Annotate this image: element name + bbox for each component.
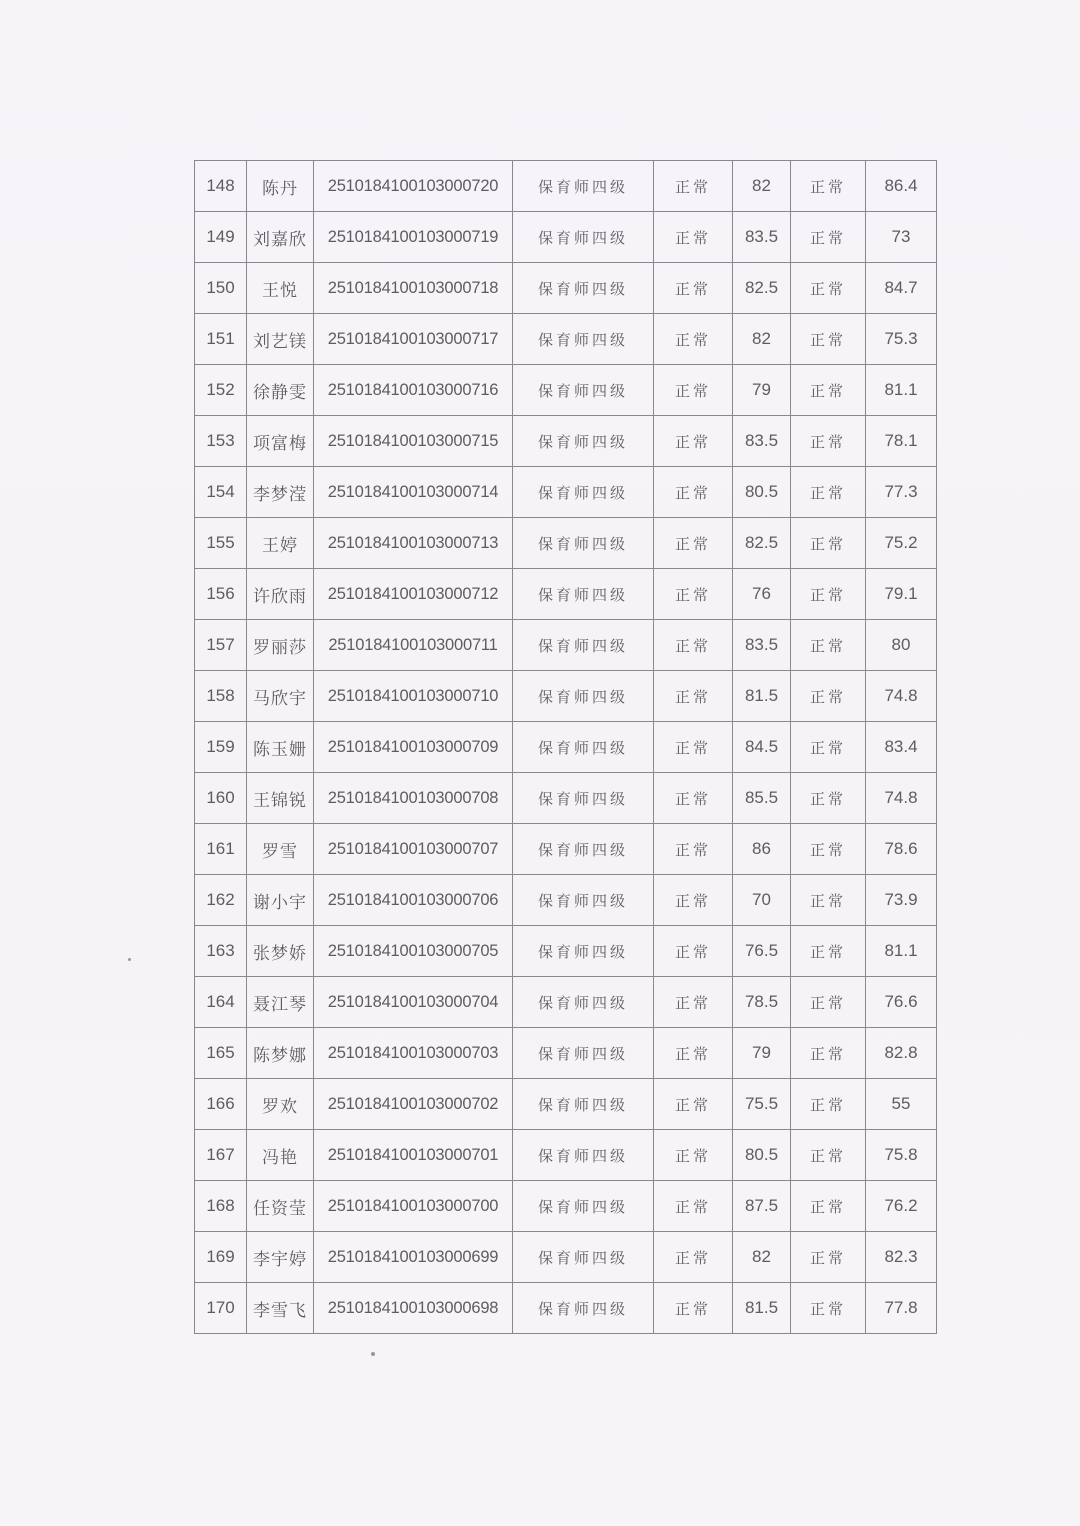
occupation-level-cell: 保育师四级	[513, 1283, 654, 1334]
skill-status-cell: 正常	[791, 1283, 866, 1334]
theory-status-cell: 正常	[654, 1283, 733, 1334]
row-number-cell: 167	[195, 1130, 247, 1181]
candidate-name-cell: 项富梅	[247, 416, 314, 467]
table-row	[195, 773, 937, 824]
theory-status-cell: 正常	[654, 773, 733, 824]
theory-status-cell: 正常	[654, 824, 733, 875]
candidate-name-cell: 刘嘉欣	[247, 212, 314, 263]
certificate-number-cell: 2510184100103000700	[314, 1181, 513, 1232]
theory-status-cell: 正常	[654, 365, 733, 416]
skill-score-cell: 83.4	[866, 722, 937, 773]
row-number-cell: 155	[195, 518, 247, 569]
skill-status-cell: 正常	[791, 1130, 866, 1181]
occupation-level-cell: 保育师四级	[513, 365, 654, 416]
skill-score-cell: 80	[866, 620, 937, 671]
theory-status-cell: 正常	[654, 926, 733, 977]
occupation-level-cell: 保育师四级	[513, 161, 654, 212]
occupation-level-cell: 保育师四级	[513, 926, 654, 977]
candidate-name-cell: 李雪飞	[247, 1283, 314, 1334]
skill-score-cell: 79.1	[866, 569, 937, 620]
table-row	[195, 467, 937, 518]
row-number-cell: 152	[195, 365, 247, 416]
occupation-level-cell: 保育师四级	[513, 1181, 654, 1232]
skill-score-cell: 74.8	[866, 671, 937, 722]
candidate-name-cell: 徐静雯	[247, 365, 314, 416]
skill-status-cell: 正常	[791, 365, 866, 416]
certificate-number-cell: 2510184100103000717	[314, 314, 513, 365]
row-number-cell: 154	[195, 467, 247, 518]
occupation-level-cell: 保育师四级	[513, 1130, 654, 1181]
theory-score-cell: 76.5	[733, 926, 791, 977]
theory-score-cell: 70	[733, 875, 791, 926]
certificate-number-cell: 2510184100103000709	[314, 722, 513, 773]
skill-score-cell: 82.8	[866, 1028, 937, 1079]
results-table	[194, 160, 937, 1334]
skill-score-cell: 75.3	[866, 314, 937, 365]
row-number-cell: 158	[195, 671, 247, 722]
certificate-number-cell: 2510184100103000719	[314, 212, 513, 263]
row-number-cell: 170	[195, 1283, 247, 1334]
candidate-name-cell: 马欣宇	[247, 671, 314, 722]
theory-status-cell: 正常	[654, 1232, 733, 1283]
occupation-level-cell: 保育师四级	[513, 518, 654, 569]
row-number-cell: 160	[195, 773, 247, 824]
theory-status-cell: 正常	[654, 671, 733, 722]
row-number-cell: 153	[195, 416, 247, 467]
table-row	[195, 161, 937, 212]
candidate-name-cell: 王婷	[247, 518, 314, 569]
skill-score-cell: 73.9	[866, 875, 937, 926]
row-number-cell: 165	[195, 1028, 247, 1079]
skill-status-cell: 正常	[791, 875, 866, 926]
candidate-name-cell: 聂江琴	[247, 977, 314, 1028]
occupation-level-cell: 保育师四级	[513, 722, 654, 773]
certificate-number-cell: 2510184100103000718	[314, 263, 513, 314]
skill-status-cell: 正常	[791, 314, 866, 365]
candidate-name-cell: 王锦锐	[247, 773, 314, 824]
occupation-level-cell: 保育师四级	[513, 467, 654, 518]
skill-score-cell: 76.6	[866, 977, 937, 1028]
row-number-cell: 163	[195, 926, 247, 977]
candidate-name-cell: 任资莹	[247, 1181, 314, 1232]
theory-status-cell: 正常	[654, 1181, 733, 1232]
table-row	[195, 824, 937, 875]
theory-score-cell: 80.5	[733, 467, 791, 518]
theory-status-cell: 正常	[654, 1079, 733, 1130]
occupation-level-cell: 保育师四级	[513, 824, 654, 875]
theory-status-cell: 正常	[654, 620, 733, 671]
candidate-name-cell: 罗欢	[247, 1079, 314, 1130]
skill-status-cell: 正常	[791, 977, 866, 1028]
row-number-cell: 151	[195, 314, 247, 365]
skill-status-cell: 正常	[791, 926, 866, 977]
row-number-cell: 168	[195, 1181, 247, 1232]
candidate-name-cell: 张梦娇	[247, 926, 314, 977]
occupation-level-cell: 保育师四级	[513, 263, 654, 314]
skill-status-cell: 正常	[791, 569, 866, 620]
skill-status-cell: 正常	[791, 722, 866, 773]
skill-status-cell: 正常	[791, 1181, 866, 1232]
occupation-level-cell: 保育师四级	[513, 671, 654, 722]
occupation-level-cell: 保育师四级	[513, 1079, 654, 1130]
candidate-name-cell: 刘艺镁	[247, 314, 314, 365]
theory-score-cell: 78.5	[733, 977, 791, 1028]
table-row	[195, 365, 937, 416]
theory-score-cell: 84.5	[733, 722, 791, 773]
theory-status-cell: 正常	[654, 161, 733, 212]
theory-score-cell: 79	[733, 365, 791, 416]
occupation-level-cell: 保育师四级	[513, 875, 654, 926]
candidate-name-cell: 谢小宇	[247, 875, 314, 926]
table-row	[195, 263, 937, 314]
skill-score-cell: 55	[866, 1079, 937, 1130]
occupation-level-cell: 保育师四级	[513, 1028, 654, 1079]
theory-score-cell: 86	[733, 824, 791, 875]
certificate-number-cell: 2510184100103000713	[314, 518, 513, 569]
certificate-number-cell: 2510184100103000702	[314, 1079, 513, 1130]
skill-status-cell: 正常	[791, 620, 866, 671]
occupation-level-cell: 保育师四级	[513, 569, 654, 620]
theory-status-cell: 正常	[654, 569, 733, 620]
row-number-cell: 164	[195, 977, 247, 1028]
candidate-name-cell: 罗雪	[247, 824, 314, 875]
row-number-cell: 166	[195, 1079, 247, 1130]
skill-status-cell: 正常	[791, 824, 866, 875]
certificate-number-cell: 2510184100103000705	[314, 926, 513, 977]
skill-status-cell: 正常	[791, 467, 866, 518]
skill-status-cell: 正常	[791, 1028, 866, 1079]
skill-score-cell: 77.3	[866, 467, 937, 518]
theory-score-cell: 85.5	[733, 773, 791, 824]
theory-score-cell: 82	[733, 1232, 791, 1283]
table-row	[195, 977, 937, 1028]
certificate-number-cell: 2510184100103000707	[314, 824, 513, 875]
row-number-cell: 156	[195, 569, 247, 620]
candidate-name-cell: 陈玉姗	[247, 722, 314, 773]
row-number-cell: 148	[195, 161, 247, 212]
certificate-number-cell: 2510184100103000706	[314, 875, 513, 926]
certificate-number-cell: 2510184100103000720	[314, 161, 513, 212]
skill-status-cell: 正常	[791, 212, 866, 263]
theory-score-cell: 82	[733, 314, 791, 365]
skill-score-cell: 75.8	[866, 1130, 937, 1181]
skill-status-cell: 正常	[791, 416, 866, 467]
row-number-cell: 169	[195, 1232, 247, 1283]
candidate-name-cell: 李梦滢	[247, 467, 314, 518]
candidate-name-cell: 王悦	[247, 263, 314, 314]
table-row	[195, 722, 937, 773]
occupation-level-cell: 保育师四级	[513, 1232, 654, 1283]
theory-score-cell: 81.5	[733, 1283, 791, 1334]
theory-score-cell: 76	[733, 569, 791, 620]
certificate-number-cell: 2510184100103000716	[314, 365, 513, 416]
table-row	[195, 518, 937, 569]
table-row	[195, 620, 937, 671]
skill-score-cell: 78.1	[866, 416, 937, 467]
row-number-cell: 159	[195, 722, 247, 773]
candidate-name-cell: 陈丹	[247, 161, 314, 212]
skill-score-cell: 74.8	[866, 773, 937, 824]
table-row	[195, 875, 937, 926]
certificate-number-cell: 2510184100103000703	[314, 1028, 513, 1079]
row-number-cell: 162	[195, 875, 247, 926]
table-row	[195, 1028, 937, 1079]
theory-score-cell: 75.5	[733, 1079, 791, 1130]
candidate-name-cell: 冯艳	[247, 1130, 314, 1181]
table-row	[195, 1232, 937, 1283]
skill-score-cell: 75.2	[866, 518, 937, 569]
theory-score-cell: 79	[733, 1028, 791, 1079]
theory-status-cell: 正常	[654, 314, 733, 365]
skill-status-cell: 正常	[791, 1232, 866, 1283]
theory-status-cell: 正常	[654, 1130, 733, 1181]
candidate-name-cell: 李宇婷	[247, 1232, 314, 1283]
theory-score-cell: 87.5	[733, 1181, 791, 1232]
theory-score-cell: 80.5	[733, 1130, 791, 1181]
skill-score-cell: 77.8	[866, 1283, 937, 1334]
row-number-cell: 157	[195, 620, 247, 671]
skill-score-cell: 82.3	[866, 1232, 937, 1283]
theory-status-cell: 正常	[654, 875, 733, 926]
table-row	[195, 416, 937, 467]
skill-score-cell: 78.6	[866, 824, 937, 875]
skill-score-cell: 84.7	[866, 263, 937, 314]
theory-status-cell: 正常	[654, 722, 733, 773]
theory-score-cell: 81.5	[733, 671, 791, 722]
theory-status-cell: 正常	[654, 1028, 733, 1079]
skill-status-cell: 正常	[791, 1079, 866, 1130]
theory-status-cell: 正常	[654, 212, 733, 263]
theory-score-cell: 82	[733, 161, 791, 212]
candidate-name-cell: 陈梦娜	[247, 1028, 314, 1079]
occupation-level-cell: 保育师四级	[513, 620, 654, 671]
row-number-cell: 150	[195, 263, 247, 314]
theory-status-cell: 正常	[654, 467, 733, 518]
table-row	[195, 569, 937, 620]
certificate-number-cell: 2510184100103000708	[314, 773, 513, 824]
theory-status-cell: 正常	[654, 263, 733, 314]
occupation-level-cell: 保育师四级	[513, 212, 654, 263]
theory-status-cell: 正常	[654, 416, 733, 467]
certificate-number-cell: 2510184100103000698	[314, 1283, 513, 1334]
skill-score-cell: 76.2	[866, 1181, 937, 1232]
certificate-number-cell: 2510184100103000710	[314, 671, 513, 722]
row-number-cell: 149	[195, 212, 247, 263]
skill-score-cell: 86.4	[866, 161, 937, 212]
theory-score-cell: 82.5	[733, 263, 791, 314]
candidate-name-cell: 许欣雨	[247, 569, 314, 620]
table-row	[195, 926, 937, 977]
skill-status-cell: 正常	[791, 773, 866, 824]
certificate-number-cell: 2510184100103000715	[314, 416, 513, 467]
theory-status-cell: 正常	[654, 518, 733, 569]
occupation-level-cell: 保育师四级	[513, 977, 654, 1028]
certificate-number-cell: 2510184100103000712	[314, 569, 513, 620]
skill-score-cell: 81.1	[866, 365, 937, 416]
certificate-number-cell: 2510184100103000699	[314, 1232, 513, 1283]
theory-score-cell: 82.5	[733, 518, 791, 569]
candidate-name-cell: 罗丽莎	[247, 620, 314, 671]
table-row	[195, 1079, 937, 1130]
occupation-level-cell: 保育师四级	[513, 314, 654, 365]
table-row	[195, 1283, 937, 1334]
theory-status-cell: 正常	[654, 977, 733, 1028]
skill-status-cell: 正常	[791, 161, 866, 212]
row-number-cell: 161	[195, 824, 247, 875]
skill-status-cell: 正常	[791, 263, 866, 314]
table-row	[195, 212, 937, 263]
skill-score-cell: 73	[866, 212, 937, 263]
table-row	[195, 314, 937, 365]
theory-score-cell: 83.5	[733, 212, 791, 263]
certificate-number-cell: 2510184100103000701	[314, 1130, 513, 1181]
results-table-body	[195, 161, 937, 1334]
certificate-number-cell: 2510184100103000704	[314, 977, 513, 1028]
occupation-level-cell: 保育师四级	[513, 416, 654, 467]
table-row	[195, 671, 937, 722]
table-row	[195, 1130, 937, 1181]
theory-score-cell: 83.5	[733, 620, 791, 671]
theory-score-cell: 83.5	[733, 416, 791, 467]
occupation-level-cell: 保育师四级	[513, 773, 654, 824]
skill-status-cell: 正常	[791, 518, 866, 569]
skill-status-cell: 正常	[791, 671, 866, 722]
scan-speck	[128, 958, 131, 961]
skill-score-cell: 81.1	[866, 926, 937, 977]
certificate-number-cell: 2510184100103000711	[314, 620, 513, 671]
table-row	[195, 1181, 937, 1232]
certificate-number-cell: 2510184100103000714	[314, 467, 513, 518]
scan-speck	[371, 1352, 375, 1356]
